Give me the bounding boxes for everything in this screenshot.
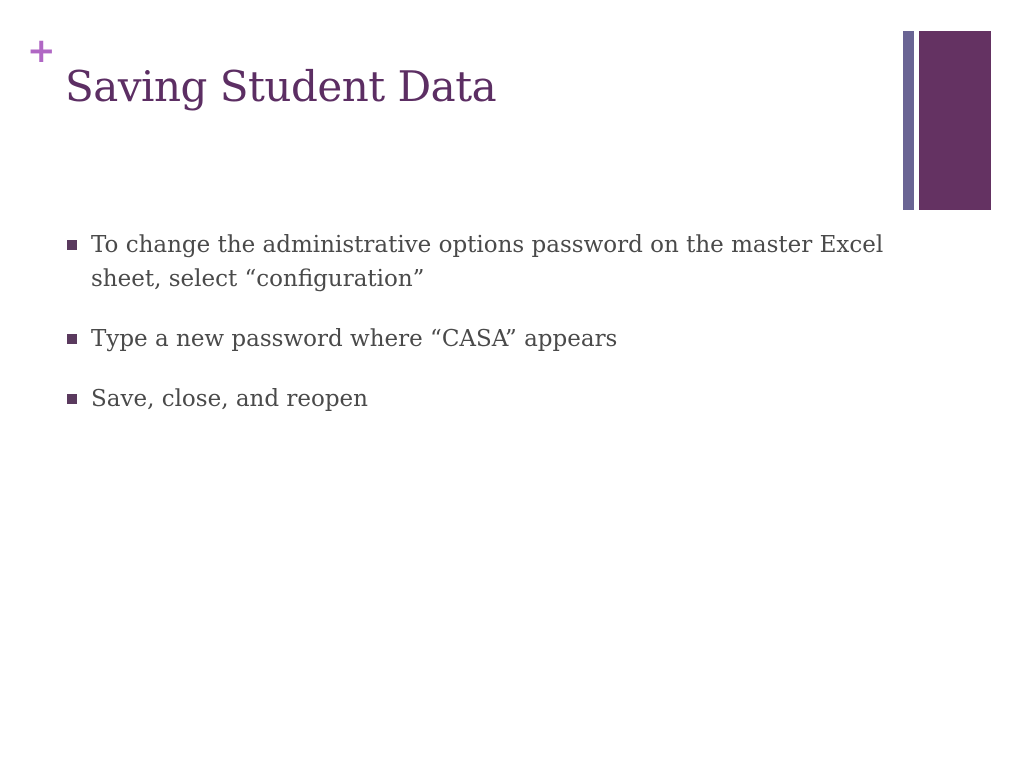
bullet-square-icon (67, 394, 77, 404)
bullet-item (67, 322, 897, 356)
bullet-square-icon (67, 334, 77, 344)
slide-title: Saving Student Data (65, 62, 497, 111)
plus-icon: + (27, 31, 56, 71)
bullet-square-icon (67, 240, 77, 250)
accent-bar-thick (919, 31, 991, 210)
bullet-item (67, 382, 897, 416)
bullet-text: To change the administrative options password on the master Excel sheet, select “configuration” (91, 232, 884, 292)
bullet-text: Save, close, and reopen (91, 386, 368, 412)
accent-bar-thin (903, 31, 914, 210)
bullet-item (67, 228, 897, 296)
bullet-list (67, 228, 897, 442)
bullet-text: Type a new password where “CASA” appears (91, 326, 618, 352)
